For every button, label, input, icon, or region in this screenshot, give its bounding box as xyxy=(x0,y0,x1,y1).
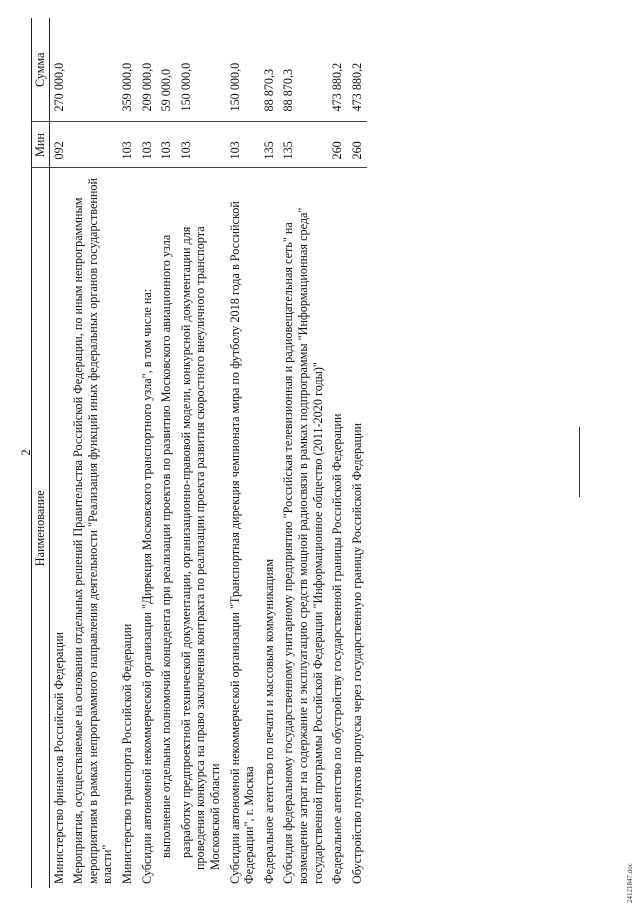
row-name: разработку предпроектной технической документации, организационно-правовой модели, конкурсной документации для проведения конкурса на право заключения контракта по реализации проекта развития скоростного внеуличного транспорта Московской области xyxy=(177,168,226,888)
row-min: 135 xyxy=(279,122,328,168)
row-min: 103 xyxy=(177,122,226,168)
table-header-row xyxy=(32,18,50,888)
row-name: Субсидии автономной некоммерческой организации "Транспортная дирекция чемпионата мира по футболу 2018 года в Российской Федерации", г. Москва xyxy=(226,168,260,888)
row-name: Субсидия федеральному государственному унитарному предприятию "Российская телевизионная и радиовещательная сеть" на возмещение затрат на содержание и эксплуатацию средств мощной радиосвязи в рамках подпрограммы "Информационная среда" государственной программы Российской Федерации "Информационное общество (2011-2020 годы)" xyxy=(279,168,328,888)
row-min: 092 xyxy=(49,122,69,168)
row-name: выполнение отдельных полномочий концедента при реализации проектов по развитию Московского авиационного узла xyxy=(157,168,177,888)
table-row xyxy=(118,18,138,888)
end-rule-divider xyxy=(579,427,580,497)
row-sum: 150 000,0 xyxy=(227,62,242,112)
header-sum: Сумма xyxy=(32,18,50,122)
page-number: 2 xyxy=(18,449,33,456)
row-min: 103 xyxy=(118,122,138,168)
table-row xyxy=(177,18,226,888)
row-sum: 88 870,3 xyxy=(281,68,296,112)
row-min: 135 xyxy=(260,122,280,168)
table-row xyxy=(49,18,69,888)
table-row xyxy=(260,18,280,888)
table-row xyxy=(157,18,177,888)
row-sum: 150 000,0 xyxy=(178,62,193,112)
header-min: Мин xyxy=(32,122,50,168)
row-sum: 473 880,2 xyxy=(349,62,364,112)
row-min: 260 xyxy=(328,122,348,168)
row-name: Федеральное агентство по обустройству государственной границы Российской Федерации xyxy=(328,168,348,888)
row-min: 103 xyxy=(226,122,260,168)
row-sum: 209 000,0 xyxy=(139,62,154,112)
row-sum: 59 000,0 xyxy=(159,68,174,112)
row-sum: 359 000,0 xyxy=(119,62,134,112)
appropriations-table xyxy=(31,18,367,888)
row-name: Обустройство пунктов пропуска через государственную границу Российской Федерации xyxy=(348,168,368,888)
row-name: Федеральное агентство по печати и массовым коммуникациям xyxy=(260,168,280,888)
row-name: Министерство финансов Российской Федерации xyxy=(49,168,69,888)
row-name: Субсидии автономной некоммерческой организации "Дирекция Московского транспортного узла", в том числе на: xyxy=(138,168,158,888)
table-row xyxy=(279,18,328,888)
row-min: 103 xyxy=(138,122,158,168)
row-name: Мероприятия, осуществляемые на основании отдельных решений Правительства Российской Федерации, по иным непрограммным мероприятиям в рамках непрограммного направления деятельности "Реализация функций иных федеральных органов государственной власти" xyxy=(69,168,118,888)
row-sum: 473 880,2 xyxy=(330,62,345,112)
row-sum: 270 000,0 xyxy=(51,62,66,112)
row-sum xyxy=(69,18,118,122)
table-row xyxy=(69,18,118,888)
row-min: 260 xyxy=(348,122,368,168)
header-name: Наименование xyxy=(32,168,50,888)
table-row xyxy=(226,18,260,888)
row-name: Министерство транспорта Российской Федерации xyxy=(118,168,138,888)
table-row xyxy=(328,18,348,888)
table-row xyxy=(138,18,158,888)
file-reference: 24121847.doc xyxy=(626,863,634,903)
row-min xyxy=(69,122,118,168)
row-min: 103 xyxy=(157,122,177,168)
table-row xyxy=(348,18,368,888)
row-sum: 88 870,3 xyxy=(261,68,276,112)
